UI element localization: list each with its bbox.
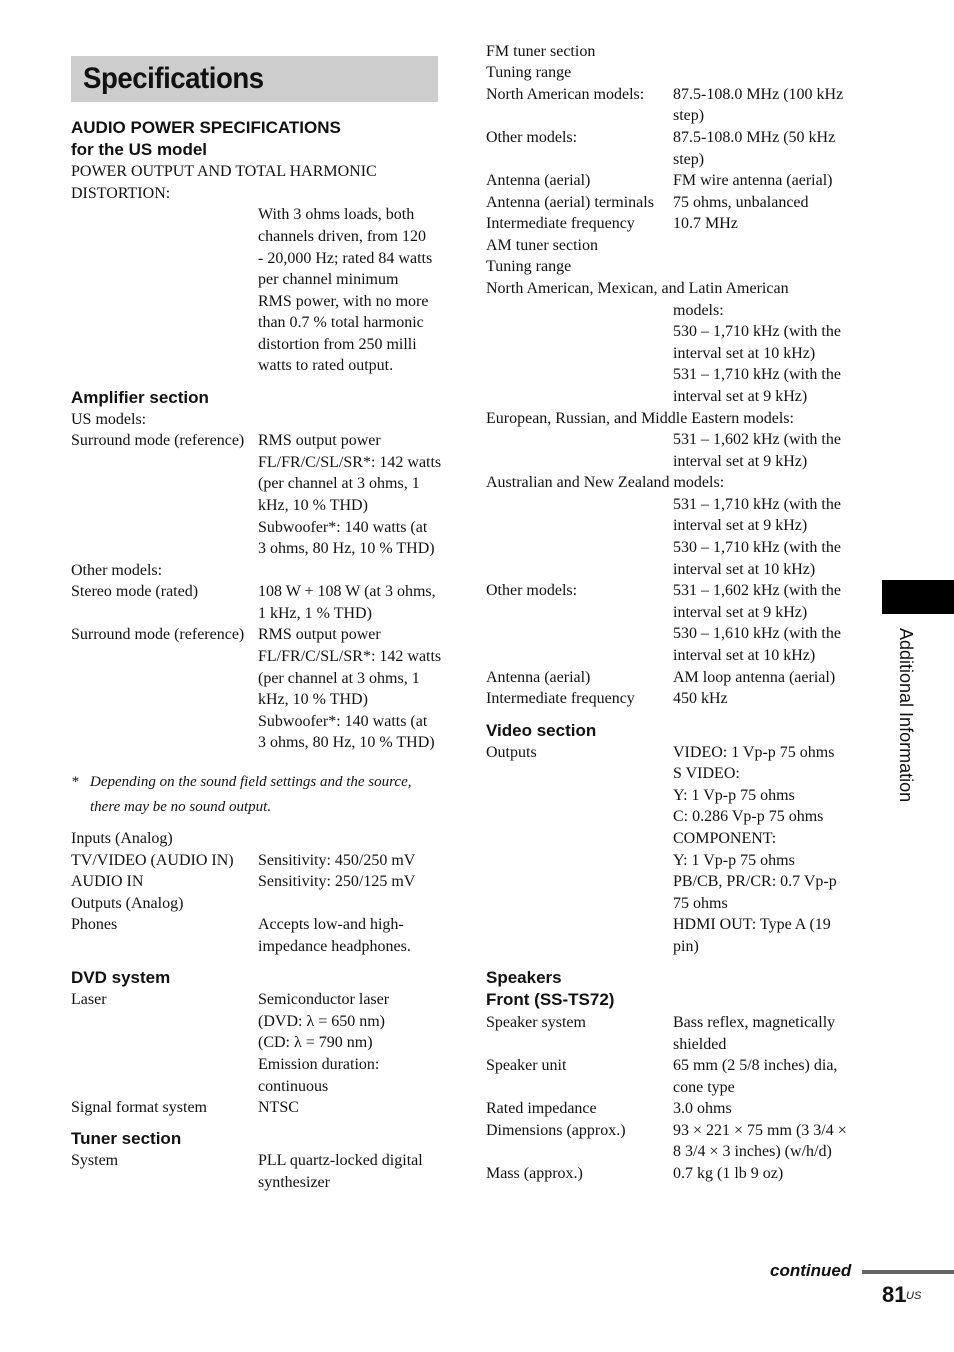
spec-line: 3 ohms, 80 Hz, 10 % THD) bbox=[258, 734, 435, 751]
spec-line: Surround mode (reference) bbox=[71, 626, 245, 643]
spec-line: 75 ohms bbox=[673, 895, 728, 912]
spec-line: Semiconductor laser bbox=[258, 991, 390, 1008]
spec-line: Signal format system bbox=[71, 1099, 207, 1116]
page-number-suffix: US bbox=[906, 1290, 922, 1302]
spec-line: Other models: bbox=[486, 582, 578, 599]
spec-line: Dimensions (approx.) bbox=[486, 1122, 626, 1139]
spec-line: 3 ohms, 80 Hz, 10 % THD) bbox=[258, 540, 435, 557]
spec-line: step) bbox=[673, 151, 705, 168]
spec-line: Bass reflex, magnetically bbox=[673, 1014, 836, 1031]
spec-line: (per channel at 3 ohms, 1 bbox=[258, 670, 420, 687]
footnote-text: there may be no sound output. bbox=[90, 799, 272, 815]
spec-line: Surround mode (reference) bbox=[71, 432, 245, 449]
spec-line: PB/CB, PR/CR: 0.7 Vp-p bbox=[673, 873, 837, 890]
spec-line: FL/FR/C/SL/SR*: 142 watts bbox=[258, 454, 442, 471]
spec-line: RMS output power bbox=[258, 432, 381, 449]
spec-line: VIDEO: 1 Vp-p 75 ohms bbox=[673, 744, 835, 761]
spec-line: 530 – 1,710 kHz (with the bbox=[673, 323, 841, 340]
spec-line: interval set at 9 kHz) bbox=[673, 517, 808, 534]
section-heading: Front (SS-TS72) bbox=[486, 990, 615, 1009]
spec-line: DISTORTION: bbox=[71, 185, 171, 202]
spec-line: 65 mm (2 5/8 inches) dia, bbox=[673, 1057, 838, 1074]
spec-line: RMS output power bbox=[258, 626, 381, 643]
spec-line: interval set at 10 kHz) bbox=[673, 345, 816, 362]
spec-line: Y: 1 Vp-p 75 ohms bbox=[673, 787, 795, 804]
spec-line: European, Russian, and Middle Eastern models: bbox=[486, 410, 794, 427]
section-heading: Video section bbox=[486, 721, 597, 740]
spec-line: With 3 ohms loads, both bbox=[258, 206, 415, 223]
spec-line: FL/FR/C/SL/SR*: 142 watts bbox=[258, 648, 442, 665]
spec-line: COMPONENT: bbox=[673, 830, 777, 847]
side-tab-text: Additional Information bbox=[896, 628, 916, 803]
spec-line: TV/VIDEO (AUDIO IN) bbox=[71, 852, 234, 869]
spec-line: 0.7 kg (1 lb 9 oz) bbox=[673, 1165, 784, 1182]
spec-line: (CD: λ = 790 nm) bbox=[258, 1034, 373, 1051]
spec-line: Other models: bbox=[71, 562, 163, 579]
spec-line: interval set at 9 kHz) bbox=[673, 453, 808, 470]
spec-line: 87.5-108.0 MHz (100 kHz bbox=[673, 86, 844, 103]
spec-line: Antenna (aerial) bbox=[486, 172, 591, 189]
section-tab-marker bbox=[882, 580, 954, 614]
spec-line: 450 kHz bbox=[673, 690, 728, 707]
spec-line: 531 – 1,710 kHz (with the bbox=[673, 366, 841, 383]
section-heading: DVD system bbox=[71, 968, 171, 987]
spec-line: AM tuner section bbox=[486, 237, 598, 254]
spec-line: Other models: bbox=[486, 129, 578, 146]
spec-line: 531 – 1,710 kHz (with the bbox=[673, 496, 841, 513]
spec-line: cone type bbox=[673, 1079, 735, 1096]
section-heading: Speakers bbox=[486, 968, 562, 987]
spec-line: NTSC bbox=[258, 1099, 299, 1116]
spec-line: Phones bbox=[71, 916, 118, 933]
spec-line: North American, Mexican, and Latin American bbox=[486, 280, 789, 297]
spec-line: 87.5-108.0 MHz (50 kHz bbox=[673, 129, 836, 146]
spec-line: Y: 1 Vp-p 75 ohms bbox=[673, 852, 795, 869]
spec-line: HDMI OUT: Type A (19 bbox=[673, 916, 831, 933]
spec-line: C: 0.286 Vp-p 75 ohms bbox=[673, 808, 824, 825]
spec-line: Australian and New Zealand models: bbox=[486, 474, 725, 491]
spec-line: RMS power, with no more bbox=[258, 293, 429, 310]
spec-line: 75 ohms, unbalanced bbox=[673, 194, 809, 211]
spec-line: FM wire antenna (aerial) bbox=[673, 172, 833, 189]
spec-line: FM tuner section bbox=[486, 43, 596, 60]
spec-line: 10.7 MHz bbox=[673, 215, 738, 232]
spec-line: shielded bbox=[673, 1036, 727, 1053]
spec-line: kHz, 10 % THD) bbox=[258, 497, 368, 514]
spec-line: PLL quartz-locked digital bbox=[258, 1152, 423, 1169]
spec-line: Intermediate frequency bbox=[486, 690, 635, 707]
spec-line: - 20,000 Hz; rated 84 watts bbox=[258, 250, 433, 267]
spec-line: 1 kHz, 1 % THD) bbox=[258, 605, 372, 622]
spec-line: 93 × 221 × 75 mm (3 3/4 × bbox=[673, 1122, 847, 1139]
spec-line: than 0.7 % total harmonic bbox=[258, 314, 424, 331]
footnote-text: Depending on the sound field settings and the source, bbox=[90, 774, 412, 790]
spec-line: Speaker unit bbox=[486, 1057, 567, 1074]
spec-line: interval set at 9 kHz) bbox=[673, 388, 808, 405]
spec-line: Laser bbox=[71, 991, 107, 1008]
spec-line: Tuning range bbox=[486, 258, 572, 275]
spec-line: Subwoofer*: 140 watts (at bbox=[258, 713, 428, 730]
spec-line: (DVD: λ = 650 nm) bbox=[258, 1013, 385, 1030]
spec-line: Outputs (Analog) bbox=[71, 895, 184, 912]
spec-line: interval set at 10 kHz) bbox=[673, 647, 816, 664]
spec-line: interval set at 9 kHz) bbox=[673, 604, 808, 621]
spec-line: interval set at 10 kHz) bbox=[673, 561, 816, 578]
spec-line: impedance headphones. bbox=[258, 938, 411, 955]
spec-line: 531 – 1,602 kHz (with the bbox=[673, 431, 841, 448]
spec-line: kHz, 10 % THD) bbox=[258, 691, 368, 708]
spec-line: 108 W + 108 W (at 3 ohms, bbox=[258, 583, 436, 600]
spec-line: Outputs bbox=[486, 744, 537, 761]
spec-line: S VIDEO: bbox=[673, 765, 740, 782]
section-heading: Amplifier section bbox=[71, 388, 209, 407]
spec-line: synthesizer bbox=[258, 1174, 330, 1191]
spec-line: Mass (approx.) bbox=[486, 1165, 583, 1182]
spec-line: AUDIO IN bbox=[71, 873, 144, 890]
page-number: 81 bbox=[882, 1282, 907, 1307]
page-title: Specifications bbox=[83, 62, 264, 95]
footnote-text: * bbox=[71, 774, 79, 790]
spec-line: Intermediate frequency bbox=[486, 215, 635, 232]
spec-line: Antenna (aerial) bbox=[486, 669, 591, 686]
spec-line: Emission duration: bbox=[258, 1056, 380, 1073]
spec-line: POWER OUTPUT AND TOTAL HARMONIC bbox=[71, 163, 377, 180]
spec-line: Sensitivity: 250/125 mV bbox=[258, 873, 416, 890]
spec-line: models: bbox=[673, 302, 724, 319]
spec-line: US models: bbox=[71, 411, 147, 428]
spec-line: 8 3/4 × 3 inches) (w/h/d) bbox=[673, 1143, 832, 1160]
spec-line: 530 – 1,610 kHz (with the bbox=[673, 625, 841, 642]
section-heading: for the US model bbox=[71, 140, 208, 159]
side-tab-label bbox=[894, 628, 916, 848]
continued-label: continued bbox=[770, 1261, 852, 1280]
spec-line: Inputs (Analog) bbox=[71, 830, 173, 847]
spec-line: step) bbox=[673, 107, 705, 124]
spec-line: Speaker system bbox=[486, 1014, 586, 1031]
spec-line: distortion from 250 milli bbox=[258, 336, 417, 353]
spec-line: pin) bbox=[673, 938, 699, 955]
spec-line: Antenna (aerial) terminals bbox=[486, 194, 654, 211]
spec-line: (per channel at 3 ohms, 1 bbox=[258, 475, 420, 492]
spec-line: Accepts low-and high- bbox=[258, 916, 404, 933]
continued-bar bbox=[862, 1270, 954, 1274]
spec-line: continuous bbox=[258, 1078, 329, 1095]
spec-line: Sensitivity: 450/250 mV bbox=[258, 852, 416, 869]
section-heading: Tuner section bbox=[71, 1129, 182, 1148]
spec-line: watts to rated output. bbox=[258, 357, 394, 374]
section-heading: AUDIO POWER SPECIFICATIONS bbox=[71, 118, 341, 137]
spec-line: channels driven, from 120 bbox=[258, 228, 426, 245]
spec-line: 531 – 1,602 kHz (with the bbox=[673, 582, 841, 599]
spec-line: System bbox=[71, 1152, 119, 1169]
page-title-banner bbox=[71, 56, 438, 102]
spec-line: Rated impedance bbox=[486, 1100, 597, 1117]
spec-line: 3.0 ohms bbox=[673, 1100, 732, 1117]
spec-line: AM loop antenna (aerial) bbox=[673, 669, 836, 686]
spec-line: 530 – 1,710 kHz (with the bbox=[673, 539, 841, 556]
spec-line: North American models: bbox=[486, 86, 645, 103]
spec-line: per channel minimum bbox=[258, 271, 399, 288]
spec-line: Tuning range bbox=[486, 64, 572, 81]
spec-line: Stereo mode (rated) bbox=[71, 583, 199, 600]
spec-line: Subwoofer*: 140 watts (at bbox=[258, 519, 428, 536]
